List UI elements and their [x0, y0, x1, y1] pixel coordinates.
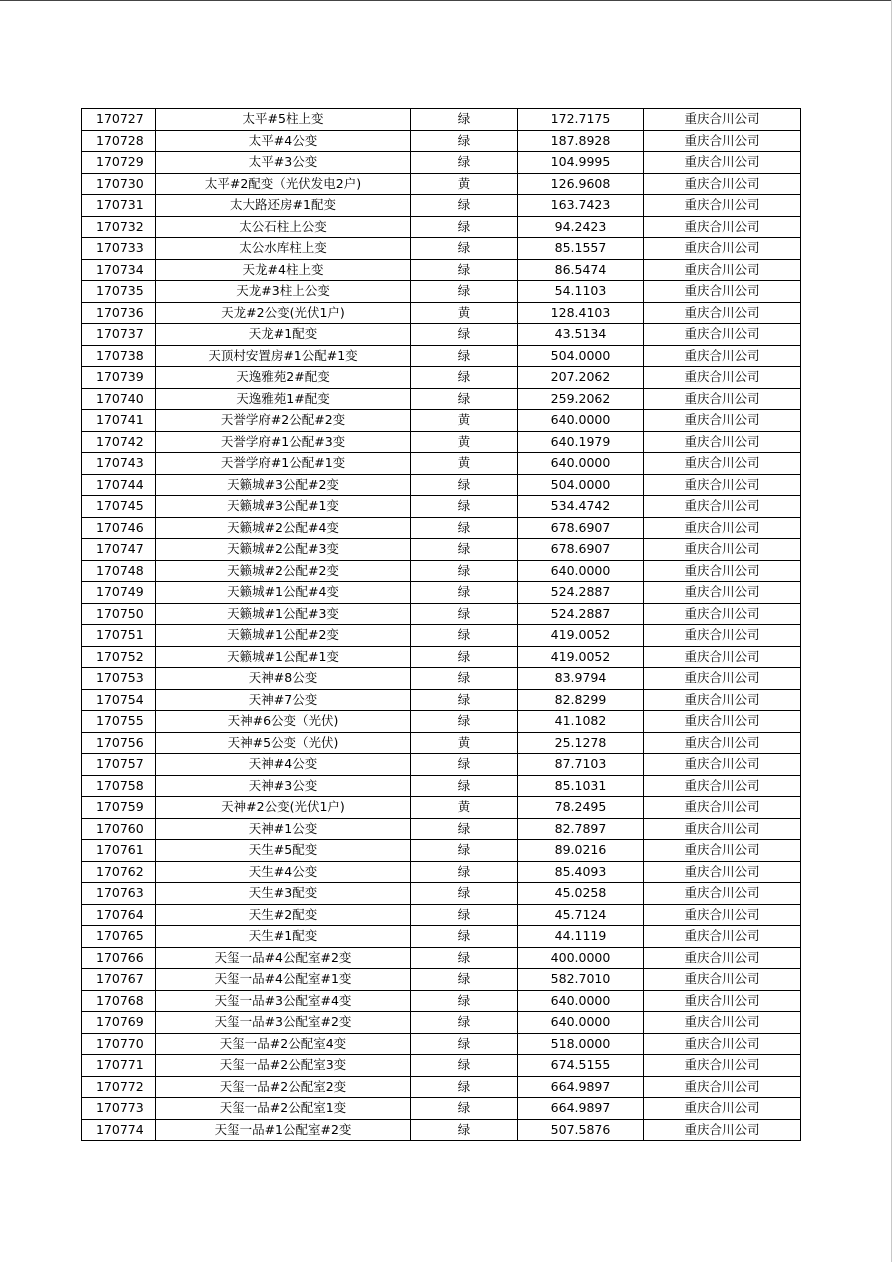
- status-color-cell: 绿: [411, 840, 518, 862]
- value-cell: 664.9897: [518, 1076, 644, 1098]
- company-cell: 重庆合川公司: [644, 797, 801, 819]
- transformer-name-cell: 天玺一品#3公配室#4变: [156, 990, 411, 1012]
- status-color-cell: 绿: [411, 130, 518, 152]
- table-row: [82, 302, 801, 324]
- company-cell: 重庆合川公司: [644, 281, 801, 303]
- row-id-cell: 170759: [82, 797, 156, 819]
- company-cell: 重庆合川公司: [644, 431, 801, 453]
- transformer-name-cell: 天玺一品#2公配室2变: [156, 1076, 411, 1098]
- table-row: [82, 216, 801, 238]
- status-color-cell: 绿: [411, 345, 518, 367]
- transformer-name-cell: 太平#3公变: [156, 152, 411, 174]
- company-cell: 重庆合川公司: [644, 904, 801, 926]
- table-row: [82, 1033, 801, 1055]
- table-row: [82, 797, 801, 819]
- table-row: [82, 259, 801, 281]
- row-id-cell: 170768: [82, 990, 156, 1012]
- table-row: [82, 840, 801, 862]
- transformer-name-cell: 天玺一品#4公配室#2变: [156, 947, 411, 969]
- company-cell: 重庆合川公司: [644, 216, 801, 238]
- table-row: [82, 1076, 801, 1098]
- status-color-cell: 绿: [411, 754, 518, 776]
- company-cell: 重庆合川公司: [644, 1119, 801, 1141]
- row-id-cell: 170727: [82, 109, 156, 131]
- row-id-cell: 170760: [82, 818, 156, 840]
- status-color-cell: 绿: [411, 238, 518, 260]
- value-cell: 582.7010: [518, 969, 644, 991]
- value-cell: 86.5474: [518, 259, 644, 281]
- transformer-name-cell: 天神#8公变: [156, 668, 411, 690]
- table-row: [82, 173, 801, 195]
- transformer-name-cell: 天玺一品#4公配室#1变: [156, 969, 411, 991]
- company-cell: 重庆合川公司: [644, 926, 801, 948]
- transformer-name-cell: 天生#1配变: [156, 926, 411, 948]
- value-cell: 640.0000: [518, 453, 644, 475]
- transformer-name-cell: 天生#5配变: [156, 840, 411, 862]
- transformer-name-cell: 天逸雅苑1#配变: [156, 388, 411, 410]
- company-cell: 重庆合川公司: [644, 130, 801, 152]
- table-row: [82, 324, 801, 346]
- company-cell: 重庆合川公司: [644, 732, 801, 754]
- company-cell: 重庆合川公司: [644, 517, 801, 539]
- transformer-name-cell: 天玺一品#1公配室#2变: [156, 1119, 411, 1141]
- value-cell: 534.4742: [518, 496, 644, 518]
- company-cell: 重庆合川公司: [644, 238, 801, 260]
- company-cell: 重庆合川公司: [644, 560, 801, 582]
- company-cell: 重庆合川公司: [644, 539, 801, 561]
- row-id-cell: 170740: [82, 388, 156, 410]
- status-color-cell: 绿: [411, 861, 518, 883]
- transformer-name-cell: 天籁城#3公配#2变: [156, 474, 411, 496]
- transformer-name-cell: 天籁城#3公配#1变: [156, 496, 411, 518]
- company-cell: 重庆合川公司: [644, 1012, 801, 1034]
- transformer-name-cell: 天龙#3柱上公变: [156, 281, 411, 303]
- table-row: [82, 517, 801, 539]
- company-cell: 重庆合川公司: [644, 259, 801, 281]
- status-color-cell: 绿: [411, 281, 518, 303]
- table-body: [82, 109, 801, 1141]
- value-cell: 518.0000: [518, 1033, 644, 1055]
- row-id-cell: 170735: [82, 281, 156, 303]
- company-cell: 重庆合川公司: [644, 410, 801, 432]
- status-color-cell: 黄: [411, 797, 518, 819]
- status-color-cell: 绿: [411, 539, 518, 561]
- value-cell: 45.7124: [518, 904, 644, 926]
- company-cell: 重庆合川公司: [644, 668, 801, 690]
- row-id-cell: 170757: [82, 754, 156, 776]
- table-row: [82, 689, 801, 711]
- value-cell: 128.4103: [518, 302, 644, 324]
- status-color-cell: 绿: [411, 1098, 518, 1120]
- value-cell: 41.1082: [518, 711, 644, 733]
- company-cell: 重庆合川公司: [644, 388, 801, 410]
- transformer-name-cell: 天生#4公变: [156, 861, 411, 883]
- value-cell: 45.0258: [518, 883, 644, 905]
- company-cell: 重庆合川公司: [644, 367, 801, 389]
- row-id-cell: 170729: [82, 152, 156, 174]
- table-row: [82, 345, 801, 367]
- value-cell: 419.0052: [518, 646, 644, 668]
- table-row: [82, 474, 801, 496]
- row-id-cell: 170761: [82, 840, 156, 862]
- row-id-cell: 170733: [82, 238, 156, 260]
- value-cell: 43.5134: [518, 324, 644, 346]
- transformer-name-cell: 天誉学府#1公配#1变: [156, 453, 411, 475]
- status-color-cell: 绿: [411, 474, 518, 496]
- transformer-name-cell: 天籁城#1公配#2变: [156, 625, 411, 647]
- table-row: [82, 668, 801, 690]
- company-cell: 重庆合川公司: [644, 1076, 801, 1098]
- transformer-name-cell: 太大路还房#1配变: [156, 195, 411, 217]
- status-color-cell: 绿: [411, 1119, 518, 1141]
- table-row: [82, 195, 801, 217]
- value-cell: 25.1278: [518, 732, 644, 754]
- row-id-cell: 170739: [82, 367, 156, 389]
- table-row: [82, 410, 801, 432]
- row-id-cell: 170763: [82, 883, 156, 905]
- row-id-cell: 170753: [82, 668, 156, 690]
- transformer-name-cell: 天神#3公变: [156, 775, 411, 797]
- transformer-name-cell: 天誉学府#1公配#3变: [156, 431, 411, 453]
- company-cell: 重庆合川公司: [644, 152, 801, 174]
- transformer-name-cell: 太平#2配变（光伏发电2户): [156, 173, 411, 195]
- transformer-name-cell: 天神#7公变: [156, 689, 411, 711]
- company-cell: 重庆合川公司: [644, 302, 801, 324]
- value-cell: 640.0000: [518, 1012, 644, 1034]
- table-row: [82, 883, 801, 905]
- row-id-cell: 170730: [82, 173, 156, 195]
- company-cell: 重庆合川公司: [644, 990, 801, 1012]
- company-cell: 重庆合川公司: [644, 947, 801, 969]
- row-id-cell: 170745: [82, 496, 156, 518]
- table-row: [82, 603, 801, 625]
- row-id-cell: 170756: [82, 732, 156, 754]
- status-color-cell: 绿: [411, 646, 518, 668]
- status-color-cell: 绿: [411, 969, 518, 991]
- company-cell: 重庆合川公司: [644, 775, 801, 797]
- status-color-cell: 黄: [411, 410, 518, 432]
- transformer-name-cell: 太平#4公变: [156, 130, 411, 152]
- transformer-name-cell: 天生#2配变: [156, 904, 411, 926]
- row-id-cell: 170746: [82, 517, 156, 539]
- transformer-name-cell: 天籁城#2公配#3变: [156, 539, 411, 561]
- company-cell: 重庆合川公司: [644, 1055, 801, 1077]
- company-cell: 重庆合川公司: [644, 603, 801, 625]
- value-cell: 85.4093: [518, 861, 644, 883]
- row-id-cell: 170741: [82, 410, 156, 432]
- row-id-cell: 170744: [82, 474, 156, 496]
- row-id-cell: 170766: [82, 947, 156, 969]
- table-row: [82, 152, 801, 174]
- table-row: [82, 711, 801, 733]
- company-cell: 重庆合川公司: [644, 818, 801, 840]
- status-color-cell: 绿: [411, 517, 518, 539]
- row-id-cell: 170755: [82, 711, 156, 733]
- value-cell: 640.0000: [518, 990, 644, 1012]
- transformer-name-cell: 天玺一品#2公配室1变: [156, 1098, 411, 1120]
- company-cell: 重庆合川公司: [644, 1098, 801, 1120]
- transformer-name-cell: 天龙#1配变: [156, 324, 411, 346]
- transformer-name-cell: 天籁城#1公配#3变: [156, 603, 411, 625]
- status-color-cell: 绿: [411, 195, 518, 217]
- status-color-cell: 绿: [411, 926, 518, 948]
- row-id-cell: 170731: [82, 195, 156, 217]
- table-row: [82, 775, 801, 797]
- value-cell: 664.9897: [518, 1098, 644, 1120]
- table-row: [82, 281, 801, 303]
- row-id-cell: 170737: [82, 324, 156, 346]
- row-id-cell: 170765: [82, 926, 156, 948]
- transformer-name-cell: 天龙#2公变(光伏1户): [156, 302, 411, 324]
- table-row: [82, 861, 801, 883]
- status-color-cell: 绿: [411, 668, 518, 690]
- company-cell: 重庆合川公司: [644, 474, 801, 496]
- value-cell: 259.2062: [518, 388, 644, 410]
- transformer-name-cell: 天神#6公变（光伏): [156, 711, 411, 733]
- transformer-name-cell: 太平#5柱上变: [156, 109, 411, 131]
- row-id-cell: 170771: [82, 1055, 156, 1077]
- row-id-cell: 170774: [82, 1119, 156, 1141]
- table-row: [82, 1098, 801, 1120]
- value-cell: 504.0000: [518, 474, 644, 496]
- table-row: [82, 560, 801, 582]
- table-row: [82, 969, 801, 991]
- row-id-cell: 170764: [82, 904, 156, 926]
- company-cell: 重庆合川公司: [644, 689, 801, 711]
- value-cell: 87.7103: [518, 754, 644, 776]
- row-id-cell: 170750: [82, 603, 156, 625]
- company-cell: 重庆合川公司: [644, 883, 801, 905]
- status-color-cell: 绿: [411, 775, 518, 797]
- table-row: [82, 431, 801, 453]
- table-row: [82, 1119, 801, 1141]
- status-color-cell: 绿: [411, 1012, 518, 1034]
- status-color-cell: 绿: [411, 109, 518, 131]
- row-id-cell: 170769: [82, 1012, 156, 1034]
- transformer-name-cell: 天玺一品#2公配室4变: [156, 1033, 411, 1055]
- status-color-cell: 绿: [411, 1076, 518, 1098]
- status-color-cell: 绿: [411, 496, 518, 518]
- value-cell: 640.0000: [518, 410, 644, 432]
- transformer-name-cell: 天神#2公变(光伏1户): [156, 797, 411, 819]
- status-color-cell: 绿: [411, 1055, 518, 1077]
- row-id-cell: 170773: [82, 1098, 156, 1120]
- table-row: [82, 496, 801, 518]
- value-cell: 504.0000: [518, 345, 644, 367]
- status-color-cell: 黄: [411, 173, 518, 195]
- transformer-table: [81, 108, 801, 1141]
- row-id-cell: 170743: [82, 453, 156, 475]
- value-cell: 524.2887: [518, 603, 644, 625]
- status-color-cell: 黄: [411, 453, 518, 475]
- row-id-cell: 170728: [82, 130, 156, 152]
- status-color-cell: 绿: [411, 560, 518, 582]
- row-id-cell: 170772: [82, 1076, 156, 1098]
- company-cell: 重庆合川公司: [644, 324, 801, 346]
- transformer-name-cell: 天籁城#1公配#1变: [156, 646, 411, 668]
- value-cell: 172.7175: [518, 109, 644, 131]
- row-id-cell: 170732: [82, 216, 156, 238]
- value-cell: 54.1103: [518, 281, 644, 303]
- company-cell: 重庆合川公司: [644, 496, 801, 518]
- value-cell: 44.1119: [518, 926, 644, 948]
- value-cell: 507.5876: [518, 1119, 644, 1141]
- table-row: [82, 818, 801, 840]
- transformer-name-cell: 太公水库柱上变: [156, 238, 411, 260]
- table-row: [82, 109, 801, 131]
- row-id-cell: 170762: [82, 861, 156, 883]
- company-cell: 重庆合川公司: [644, 345, 801, 367]
- value-cell: 104.9995: [518, 152, 644, 174]
- company-cell: 重庆合川公司: [644, 861, 801, 883]
- company-cell: 重庆合川公司: [644, 646, 801, 668]
- transformer-name-cell: 天龙#4柱上变: [156, 259, 411, 281]
- row-id-cell: 170738: [82, 345, 156, 367]
- page-top-rule: [0, 0, 892, 1]
- table-row: [82, 754, 801, 776]
- company-cell: 重庆合川公司: [644, 109, 801, 131]
- value-cell: 640.0000: [518, 560, 644, 582]
- row-id-cell: 170770: [82, 1033, 156, 1055]
- value-cell: 187.8928: [518, 130, 644, 152]
- company-cell: 重庆合川公司: [644, 195, 801, 217]
- status-color-cell: 绿: [411, 152, 518, 174]
- status-color-cell: 黄: [411, 732, 518, 754]
- company-cell: 重庆合川公司: [644, 711, 801, 733]
- table-row: [82, 990, 801, 1012]
- transformer-name-cell: 天玺一品#3公配室#2变: [156, 1012, 411, 1034]
- value-cell: 85.1031: [518, 775, 644, 797]
- table-row: [82, 130, 801, 152]
- value-cell: 524.2887: [518, 582, 644, 604]
- table-row: [82, 646, 801, 668]
- value-cell: 400.0000: [518, 947, 644, 969]
- table-row: [82, 732, 801, 754]
- value-cell: 94.2423: [518, 216, 644, 238]
- row-id-cell: 170754: [82, 689, 156, 711]
- status-color-cell: 绿: [411, 1033, 518, 1055]
- row-id-cell: 170748: [82, 560, 156, 582]
- value-cell: 163.7423: [518, 195, 644, 217]
- status-color-cell: 绿: [411, 990, 518, 1012]
- company-cell: 重庆合川公司: [644, 453, 801, 475]
- table-row: [82, 367, 801, 389]
- company-cell: 重庆合川公司: [644, 1033, 801, 1055]
- value-cell: 640.1979: [518, 431, 644, 453]
- value-cell: 678.6907: [518, 517, 644, 539]
- table-row: [82, 1055, 801, 1077]
- row-id-cell: 170736: [82, 302, 156, 324]
- status-color-cell: 黄: [411, 431, 518, 453]
- company-cell: 重庆合川公司: [644, 173, 801, 195]
- row-id-cell: 170747: [82, 539, 156, 561]
- value-cell: 89.0216: [518, 840, 644, 862]
- table-row: [82, 904, 801, 926]
- status-color-cell: 绿: [411, 324, 518, 346]
- transformer-name-cell: 天逸雅苑2#配变: [156, 367, 411, 389]
- status-color-cell: 绿: [411, 367, 518, 389]
- status-color-cell: 绿: [411, 388, 518, 410]
- table-row: [82, 539, 801, 561]
- value-cell: 83.9794: [518, 668, 644, 690]
- row-id-cell: 170742: [82, 431, 156, 453]
- transformer-name-cell: 天玺一品#2公配室3变: [156, 1055, 411, 1077]
- table-row: [82, 947, 801, 969]
- value-cell: 207.2062: [518, 367, 644, 389]
- status-color-cell: 绿: [411, 904, 518, 926]
- transformer-name-cell: 天顶村安置房#1公配#1变: [156, 345, 411, 367]
- value-cell: 126.9608: [518, 173, 644, 195]
- status-color-cell: 绿: [411, 603, 518, 625]
- value-cell: 678.6907: [518, 539, 644, 561]
- table-row: [82, 926, 801, 948]
- transformer-name-cell: 天神#4公变: [156, 754, 411, 776]
- company-cell: 重庆合川公司: [644, 625, 801, 647]
- row-id-cell: 170734: [82, 259, 156, 281]
- status-color-cell: 绿: [411, 625, 518, 647]
- status-color-cell: 绿: [411, 883, 518, 905]
- value-cell: 82.7897: [518, 818, 644, 840]
- company-cell: 重庆合川公司: [644, 754, 801, 776]
- status-color-cell: 黄: [411, 302, 518, 324]
- table-row: [82, 388, 801, 410]
- row-id-cell: 170751: [82, 625, 156, 647]
- table-row: [82, 238, 801, 260]
- transformer-name-cell: 天籁城#2公配#2变: [156, 560, 411, 582]
- row-id-cell: 170758: [82, 775, 156, 797]
- transformer-name-cell: 天誉学府#2公配#2变: [156, 410, 411, 432]
- value-cell: 78.2495: [518, 797, 644, 819]
- value-cell: 674.5155: [518, 1055, 644, 1077]
- status-color-cell: 绿: [411, 711, 518, 733]
- company-cell: 重庆合川公司: [644, 840, 801, 862]
- status-color-cell: 绿: [411, 259, 518, 281]
- value-cell: 419.0052: [518, 625, 644, 647]
- transformer-name-cell: 天籁城#2公配#4变: [156, 517, 411, 539]
- status-color-cell: 绿: [411, 818, 518, 840]
- status-color-cell: 绿: [411, 947, 518, 969]
- status-color-cell: 绿: [411, 582, 518, 604]
- table-row: [82, 453, 801, 475]
- status-color-cell: 绿: [411, 689, 518, 711]
- transformer-name-cell: 天生#3配变: [156, 883, 411, 905]
- company-cell: 重庆合川公司: [644, 582, 801, 604]
- row-id-cell: 170752: [82, 646, 156, 668]
- status-color-cell: 绿: [411, 216, 518, 238]
- table-row: [82, 582, 801, 604]
- row-id-cell: 170749: [82, 582, 156, 604]
- company-cell: 重庆合川公司: [644, 969, 801, 991]
- transformer-name-cell: 太公石柱上公变: [156, 216, 411, 238]
- row-id-cell: 170767: [82, 969, 156, 991]
- table-row: [82, 1012, 801, 1034]
- transformer-name-cell: 天神#1公变: [156, 818, 411, 840]
- transformer-name-cell: 天籁城#1公配#4变: [156, 582, 411, 604]
- value-cell: 85.1557: [518, 238, 644, 260]
- table-row: [82, 625, 801, 647]
- transformer-name-cell: 天神#5公变（光伏): [156, 732, 411, 754]
- value-cell: 82.8299: [518, 689, 644, 711]
